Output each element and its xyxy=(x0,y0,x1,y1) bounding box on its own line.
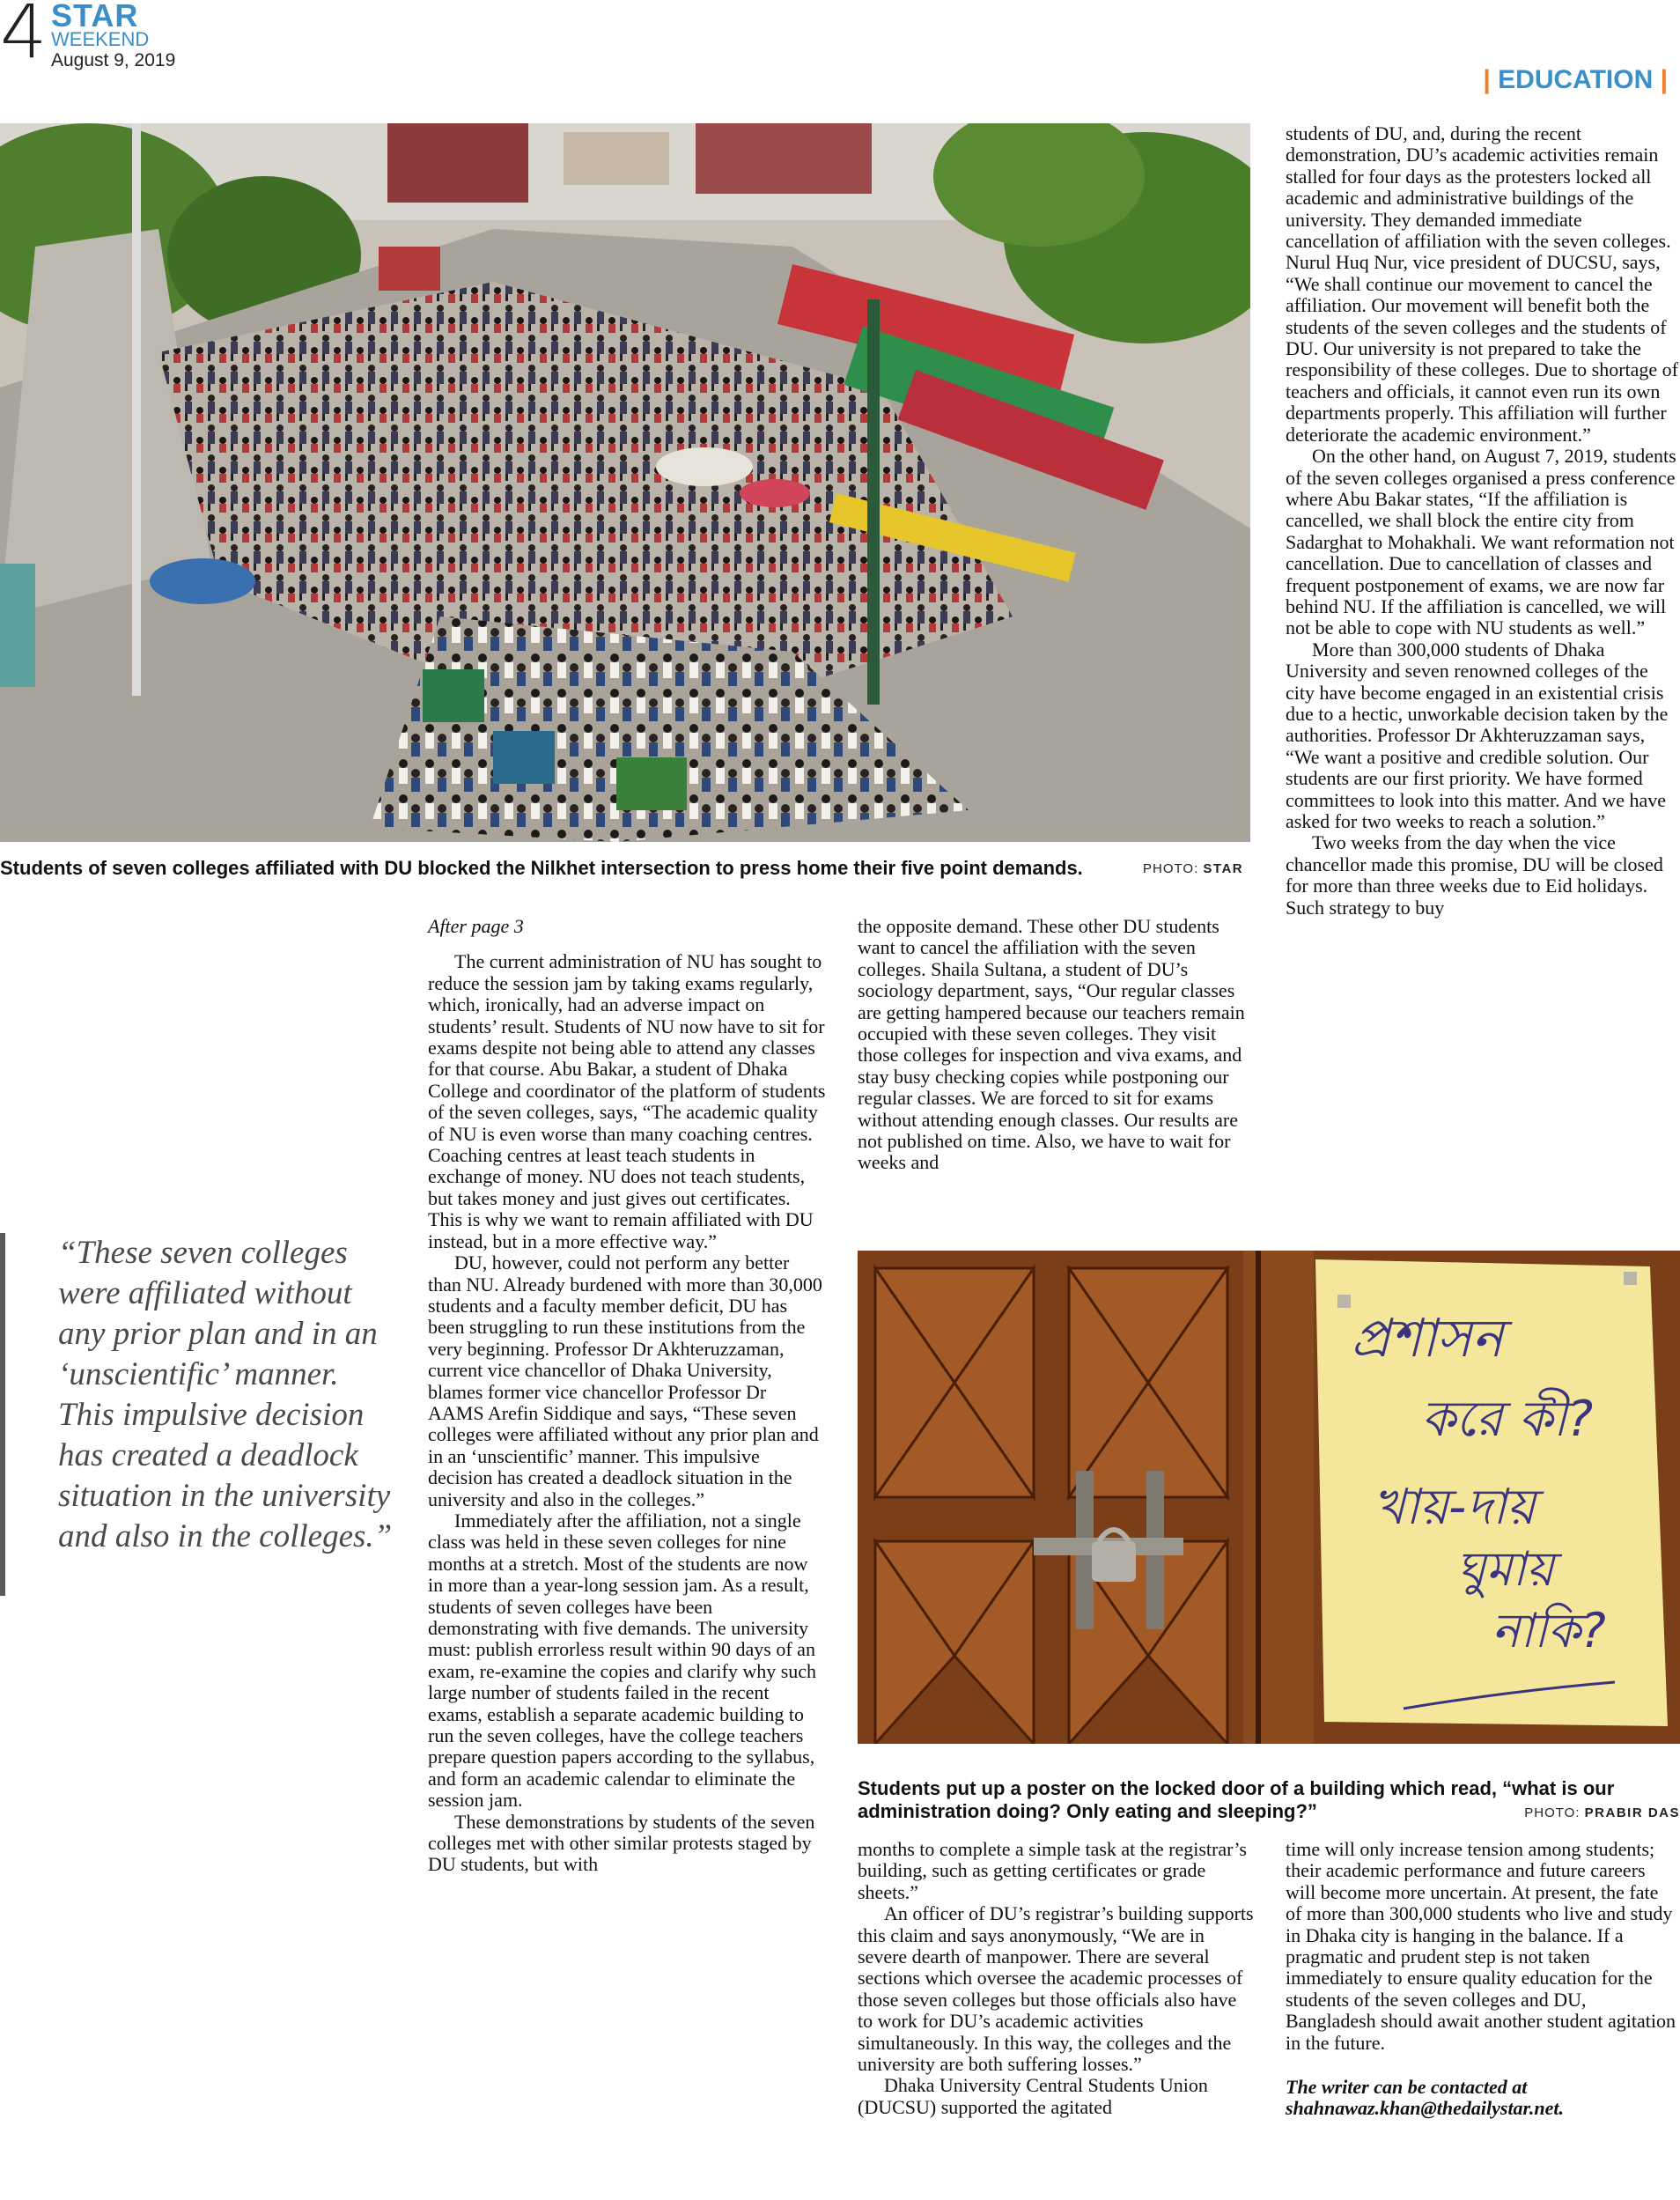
photo2-credit-prefix: PHOTO: xyxy=(1524,1805,1581,1820)
article-paragraph: An officer of DU’s registrar’s building supports this claim and says anonymously, “We are in severe dearth of manpower. There are several sections which oversee the academic processes of those seven colleges but those officials also have to work for DU’s academic activities simultaneously. In this way, the colleges and the university are both suffering losses.” xyxy=(858,1902,1254,2076)
pull-quote: “These seven colleges were affiliated without any prior plan and in an ‘unscientific’ manner. This impulsive decision has created a deadlock situation in the university and also in the colleges.” xyxy=(0,1233,393,1596)
jump-line: After page 3 xyxy=(428,915,524,937)
article-column-2-top xyxy=(858,916,1256,1174)
photo1-caption: Students of seven colleges affiliated with DU blocked the Nilkhet intersection to press home their five point demands. xyxy=(0,857,1083,879)
article-paragraph: time will only increase tension among students; their academic performance and future careers will become more uncertain. At present, the fate of more than 300,000 students who live and study in Dhaka city is hanging in the balance. If a pragmatic and prudent step is not taken immediately to ensure quality education for the students of the seven colleges and DU, Bangladesh should await another student agitation in the future. xyxy=(1286,1838,1676,2054)
photo1-credit xyxy=(1143,861,1243,876)
protest-photo-illustration xyxy=(0,123,1250,842)
photo2-caption: Students put up a poster on the locked door of a building which read, “what is our administration doing? Only eating and sleeping?” xyxy=(858,1777,1615,1822)
section-bar: | xyxy=(1483,65,1491,94)
article-paragraph: DU, however, could not perform any better than NU. Already burdened with more than 30,000 students and a faculty member deficit, DU has been struggling to run these institutions from the very beginning. Professor Dr Akhteruzzaman, current vice chancellor of Dhaka University, blames former vice chancellor Professor Dr AAMS Arefin Siddique and says, “These seven colleges were affiliated without any prior plan and in an ‘unscientific’ manner. This impulsive decision has created a deadlock situation in the university and also in the colleges.” xyxy=(428,1251,822,1510)
poster-text-line-3: খায়-দায় xyxy=(1373,1479,1536,1536)
section-tag xyxy=(1483,67,1668,93)
article-paragraph: More than 300,000 students of Dhaka University and seven renowned colleges of the city have become engaged in an existential crisis due to a hectic, unworkable decision taken by the authorities. Professor Dr Akhteruzzaman says, “We want a positive and credible solution. Our students are our first priority. We have formed committees to look into this matter. And we have asked for two weeks to reach a solution.” xyxy=(1286,638,1669,832)
issue-date: August 9, 2019 xyxy=(51,50,176,70)
brand-logo: STAR xyxy=(51,0,139,33)
photo2-credit xyxy=(1524,1805,1680,1820)
poster-text-line-4: ঘুমায় xyxy=(1456,1541,1554,1597)
poster-text-line-2: করে কী? xyxy=(1421,1391,1594,1448)
section-bar-right: | xyxy=(1660,65,1668,94)
author-contact: The writer can be contacted at shahnawaz.khan@thedailystar.net. xyxy=(1286,2076,1565,2120)
poster-text-line-1: প্রশাসন xyxy=(1351,1308,1504,1369)
photo1-credit-prefix: PHOTO: xyxy=(1143,861,1199,876)
article-paragraph: On the other hand, on August 7, 2019, students of the seven colleges organised a press conference where Abu Bakar states, “If the affiliation is cancelled, we shall block the entire city from Sadarghat to Mohakhali. We want reformation not cancellation. Due to cancellation of classes and frequent postponement of exams, we are now far behind NU. If the affiliation is cancelled, we will not be able to cope with NU students as well.” xyxy=(1286,445,1676,639)
section-label: EDUCATION xyxy=(1498,65,1654,94)
article-column-3-bottom xyxy=(1286,1839,1678,2120)
article-column-2-bottom xyxy=(858,1839,1256,2118)
article-paragraph: students of DU, and, during the recent demonstration, DU’s academic activities remain stalled for four days as the protesters locked all academic and administrative buildings of the university. They demanded immediate cancellation of affiliation with the seven colleges. Nurul Huq Nur, vice president of DUCSU, says, “We shall continue our movement to cancel the affiliation. Our movement will benefit both the students of the seven colleges and the students of DU. Our university is not prepared to take the responsibility of these colleges. Due to shortage of teachers and officials, it cannot even run its own departments properly. This affiliation will further deteriorate the academic environment.” xyxy=(1286,122,1679,446)
article-column-3-top xyxy=(1286,123,1678,919)
protest-photo xyxy=(0,123,1250,842)
article-paragraph: the opposite demand. These other DU students want to cancel the affiliation with the seven colleges. Shaila Sultana, a student of DU’s sociology department, says, “Our regular classes are getting hampered because our teachers remain occupied with these seven colleges. They visit those colleges for inspection and viva exams, and stay busy checking copies while postponing our regular classes. We are forced to sit for exams without attending enough classes. Our results are not published on time. Also, we have to wait for weeks and xyxy=(858,915,1245,1174)
locked-door-illustration xyxy=(858,1251,1680,1744)
article-paragraph: Dhaka University Central Students Union (DUCSU) supported the agitated xyxy=(858,2074,1208,2118)
article-paragraph: Two weeks from the day when the vice chancellor made this promise, DU will be closed for more than three weeks due to Eid holidays. Such strategy to buy xyxy=(1286,831,1663,919)
photo2-credit-name: PRABIR DAS xyxy=(1584,1805,1680,1820)
article-paragraph: The current administration of NU has sought to reduce the session jam by taking exams regularly, which, ironically, had an adverse impact on students’ result. Students of NU now have to sit for exams despite not being able to attend any classes for that course. Abu Bakar, a student of Dhaka College and coordinator of the platform of students of the seven colleges, says, “The academic quality of NU is even worse than many coaching centres. Coaching centres at least teach students in exchange of money. NU does not teach students, but takes money and just gives out certificates. This is why we want to remain affiliated with DU instead, but in a more effective way.” xyxy=(428,950,826,1252)
article-paragraph: months to complete a simple task at the registrar’s building, such as getting certificates or grade sheets.” xyxy=(858,1838,1247,1903)
locked-door-photo xyxy=(858,1251,1680,1744)
article-column-1 xyxy=(428,916,826,1876)
page-number: 4 xyxy=(0,0,48,75)
article-paragraph: These demonstrations by students of the seven colleges met with other similar protests staged by DU students, but with xyxy=(428,1810,815,1876)
poster-text-line-5: নাকি? xyxy=(1492,1603,1606,1658)
photo1-credit-name: STAR xyxy=(1203,861,1244,876)
article-paragraph: Immediately after the affiliation, not a single class was held in these seven colleges for nine months at a stretch. Most of the students are now in more than a year-long session jam. As a result, students of seven colleges have been demonstrating with five demands. The university must: publish errorless result within 90 days of an exam, re-examine the copies and clarify why such large number of students failed in the recent exams, establish a separate academic building to run the seven colleges, have the college teachers prepare question papers according to the syllabus, and form an academic calendar to eliminate the session jam. xyxy=(428,1509,817,1812)
brand-subtitle: WEEKEND xyxy=(51,28,150,50)
